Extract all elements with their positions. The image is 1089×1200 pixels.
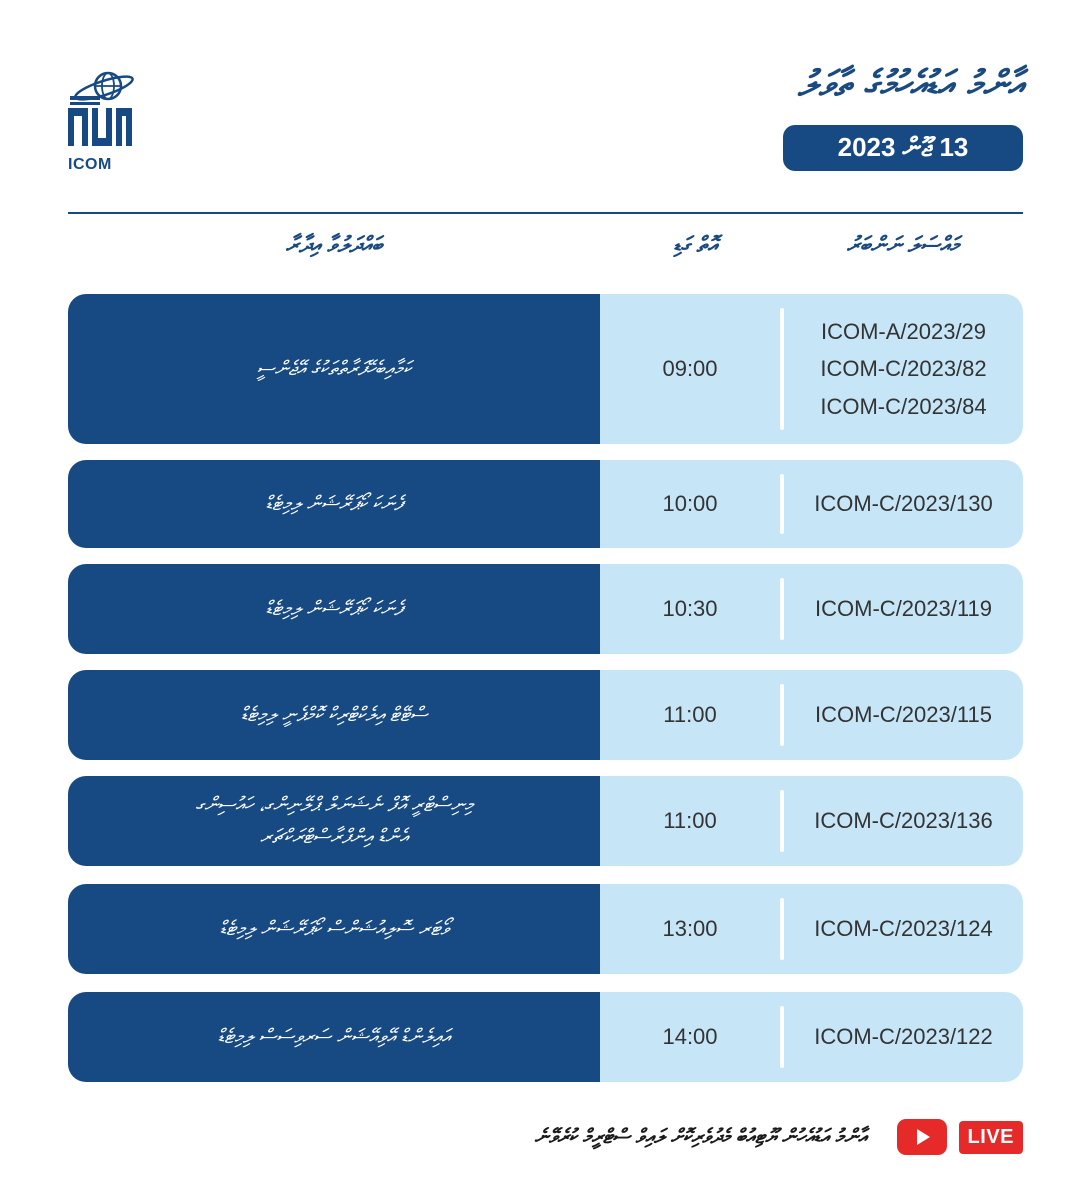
schedule-row: [68, 776, 1023, 866]
row-description-line: މިނިސްޓްރީ އޮފް ނެޝަނަލް ޕްލޭނިންގ، ހައުސިންގ: [195, 794, 473, 816]
case-number: ICOM-C/2023/115: [815, 702, 992, 728]
row-references: [784, 776, 1023, 866]
case-number: ICOM-A/2023/29: [820, 319, 987, 345]
case-number: ICOM-C/2023/82: [820, 356, 987, 382]
row-description-line: އައިލެންޑް އޭވިއޭޝަން ސަރވިސަސް ލިމިޓެޑް: [217, 1026, 451, 1048]
row-time: 11:00: [663, 808, 717, 833]
row-description: [68, 670, 600, 760]
schedule-row: [68, 564, 1023, 654]
schedule-row: [68, 670, 1023, 760]
row-references: [784, 460, 1023, 548]
schedule-row: [68, 992, 1023, 1082]
row-description-line: އެންޑް އިންފްރާސްޓްރަކްޗަރ: [259, 826, 409, 848]
icom-logo: [64, 66, 136, 176]
footer: [534, 1118, 1023, 1156]
row-references: [784, 670, 1023, 760]
youtube-icon[interactable]: [897, 1119, 947, 1155]
row-time: 13:00: [662, 916, 718, 941]
logo-text: ICOM: [68, 156, 112, 173]
column-header-description: ބައްދަލުވާ އިދާރާ: [285, 232, 383, 257]
page-title: އާންމު އަޑުއެހުމުގެ ތާވަލު: [797, 64, 1023, 105]
row-time: 14:00: [662, 1024, 718, 1049]
footer-text: އާންމު އަޑުއެހުން ޔޫޓިއުބް މެދުވެރިކޮށް ލައިވް ސްޓްރީމް ކުރެވޭނެ: [534, 1125, 867, 1148]
case-number: ICOM-C/2023/136: [814, 808, 993, 834]
schedule-row: [68, 884, 1023, 974]
live-badge: LIVE: [959, 1121, 1023, 1154]
date-text: 13 ޖޫން 2023: [837, 132, 969, 162]
date-badge: [783, 125, 1023, 171]
row-time: 09:00: [662, 356, 718, 381]
row-description: [68, 776, 600, 866]
row-description: [68, 884, 600, 974]
case-number: ICOM-C/2023/119: [815, 596, 992, 622]
row-references: [784, 294, 1023, 444]
row-time: 10:00: [662, 491, 718, 516]
row-description-line: ފެނަކަ ކޯޕަރޭޝަން ލިމިޓެޑް: [265, 598, 403, 620]
schedule-row: [68, 294, 1023, 444]
column-header-reference: މައްސަލަ ނަންބަރު: [846, 232, 960, 257]
row-description: [68, 992, 600, 1082]
row-description-line: ސްޓޭޓް އިލެކްޓްރިކް ކޮމްޕެނީ ލިމިޓެޑް: [240, 704, 428, 726]
row-references: [784, 884, 1023, 974]
case-number: ICOM-C/2023/84: [820, 393, 987, 419]
column-header-time: އޮތް ގަޑި: [672, 232, 718, 257]
row-description: [68, 564, 600, 654]
row-description: [68, 460, 600, 548]
row-description: [68, 294, 600, 444]
case-number: ICOM-C/2023/122: [814, 1024, 993, 1050]
schedule-row: [68, 460, 1023, 548]
row-time: 10:30: [662, 596, 718, 621]
row-description-line: ކަމާއިބެހޭފަރާތްތަކުގެ އޭޖެންސީ: [256, 358, 412, 380]
row-description-line: ވޯޓަރ ސޮލިއުޝަންސް ކޯޕަރޭޝަން ލިމިޓެޑް: [219, 918, 449, 940]
row-time: 11:00: [663, 702, 717, 727]
header-divider: [68, 212, 1023, 214]
case-number: ICOM-C/2023/130: [814, 491, 993, 517]
row-references: [784, 992, 1023, 1082]
row-references: [784, 564, 1023, 654]
row-description-line: ފެނަކަ ކޯޕަރޭޝަން ލިމިޓެޑް: [265, 493, 403, 515]
case-number: ICOM-C/2023/124: [814, 916, 993, 942]
